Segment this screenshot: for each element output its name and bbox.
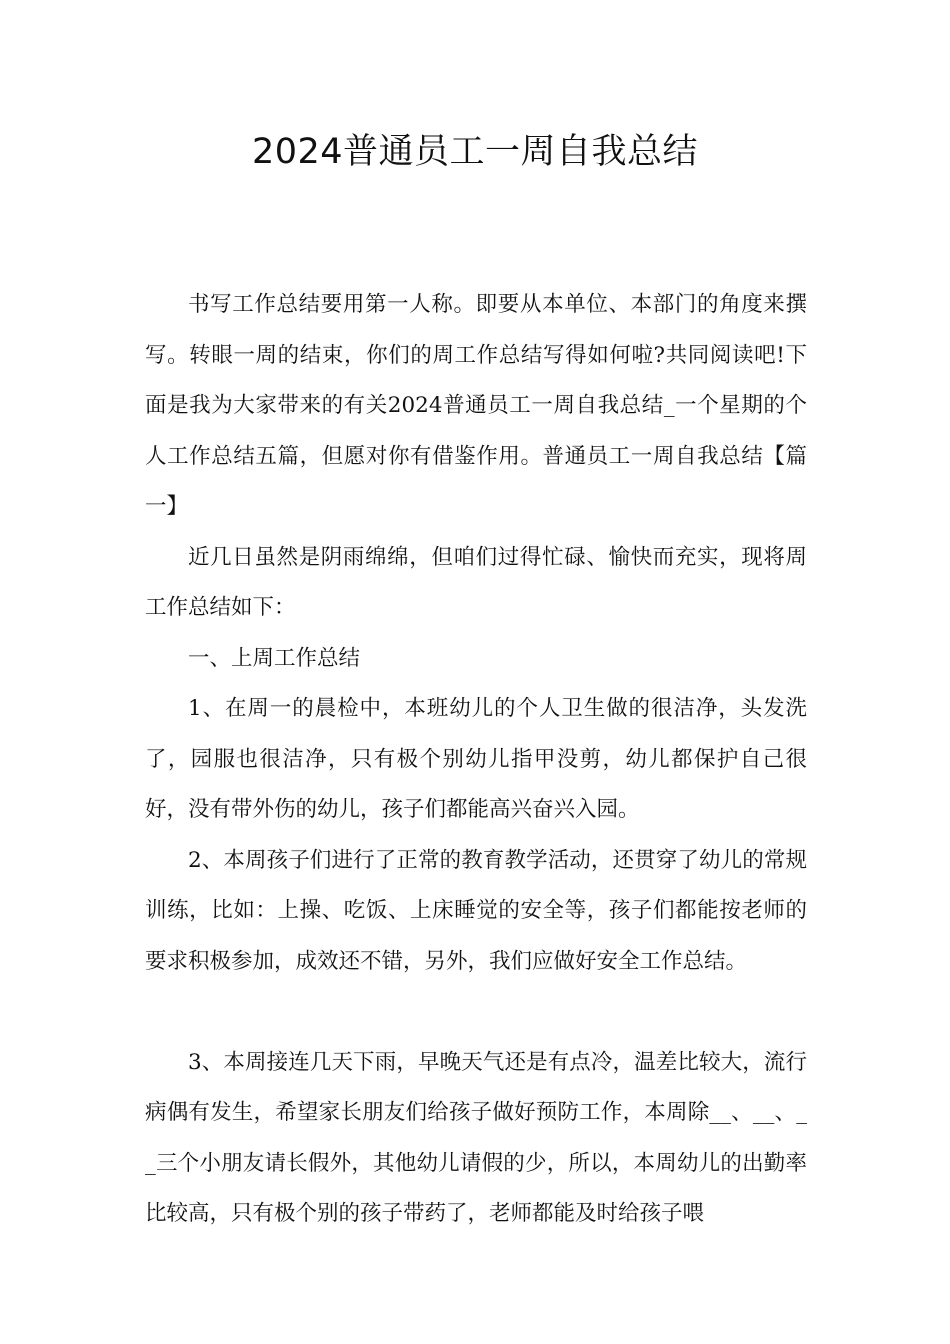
section-heading: 一、上周工作总结 xyxy=(188,645,361,671)
paragraph-opening: 近几日虽然是阴雨绵绵，但咱们过得忙碌、愉快而充实，现将周工作总结如下： xyxy=(145,544,807,620)
document-body xyxy=(145,280,807,1240)
paragraph-spacer xyxy=(145,987,807,1038)
paragraph-item-2: 2、本周孩子们进行了正常的教育教学活动，还贯穿了幼儿的常规训练，比如：上操、吃饭、上床睡觉的安全等，孩子们都能按老师的要求积极参加，成效还不错，另外，我们应做好安全工作总结。 xyxy=(145,847,807,974)
paragraph-intro: 书写工作总结要用第一人称。即要从本单位、本部门的角度来撰写。转眼一周的结束，你们的周工作总结写得如何啦?共同阅读吧!下面是我为大家带来的有关2024普通员工一周自我总结_一个星期的个人工作总结五篇，但愿对你有借鉴作用。普通员工一周自我总结【篇一】 xyxy=(145,292,807,519)
document-title: 2024普通员工一周自我总结 xyxy=(251,132,699,172)
paragraph-item-1: 1、在周一的晨检中，本班幼儿的个人卫生做的很洁净，头发洗了，园服也很洁净，只有极个别幼儿指甲没剪，幼儿都保护自己很好，没有带外伤的幼儿，孩子们都能高兴奋兴入园。 xyxy=(145,696,807,822)
paragraph-item-3: 3、本周接连几天下雨，早晚天气还是有点冷，温差比较大，流行病偶有发生，希望家长朋友们给孩子做好预防工作，本周除__、__、__三个小朋友请长假外，其他幼儿请假的少，所以，本周幼儿的出勤率比较高，只有极个别的孩子带药了，老师都能及时给孩子喂 xyxy=(145,1049,807,1226)
